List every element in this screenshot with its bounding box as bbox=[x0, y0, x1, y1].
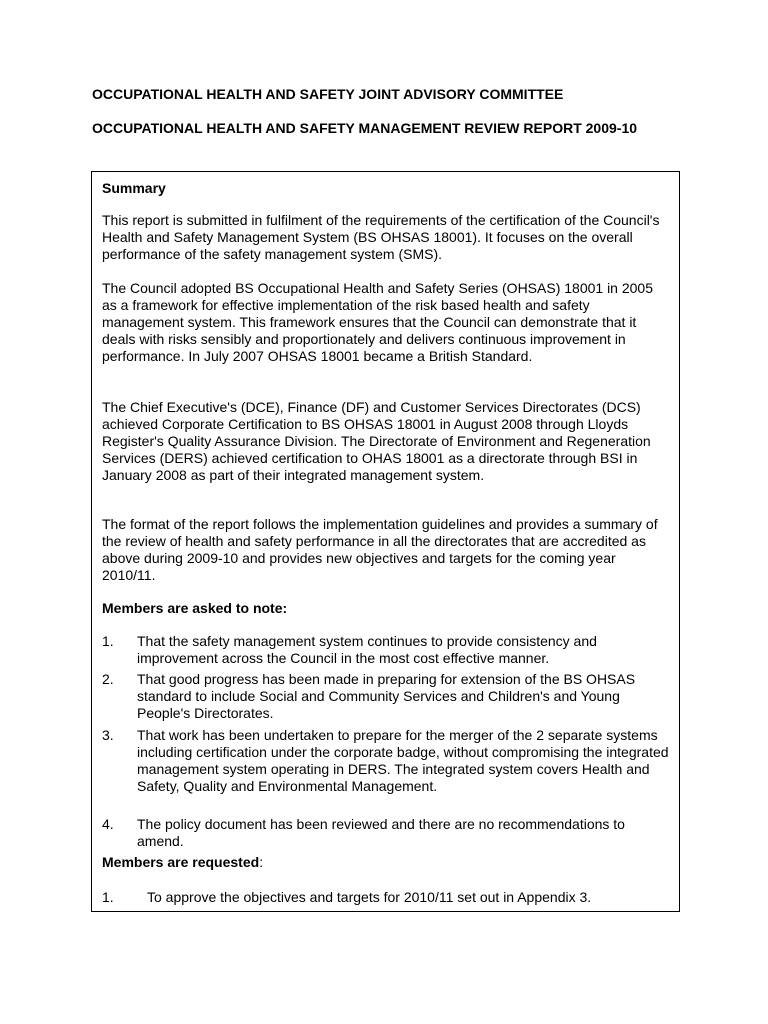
summary-paragraph-3: The Chief Executive's (DCE), Finance (DF) and Customer Services Directorates (DCS) achieved Corporate Certification to BS OHSAS 18001 in August 2008 through Lloyds Register's Quality Assurance Division. The Directorate of Environment and Regeneration Services (DERS) achieved certification to OHAS 18001 as a directorate through BSI in January 2008 as part of their integrated management system. bbox=[102, 399, 651, 483]
note-item-4-text: The policy document has been reviewed and there are no recommendations to amend. bbox=[137, 816, 625, 849]
note-item-2-number: 2. bbox=[102, 671, 114, 687]
note-item-2-text: That good progress has been made in preparing for extension of the BS OHSAS standard to include Social and Community Services and Children's and Young People's Directorates. bbox=[137, 671, 636, 721]
note-item-4-number: 4. bbox=[102, 816, 114, 832]
note-heading: Members are asked to note: bbox=[102, 600, 288, 616]
requested-colon: : bbox=[259, 854, 264, 870]
report-title: OCCUPATIONAL HEALTH AND SAFETY MANAGEMENT REVIEW REPORT 2009-10 bbox=[92, 120, 638, 136]
note-item-3-text: That work has been undertaken to prepare for the merger of the 2 separate systems including certification under the corporate badge, without compromising the integrated management system operating in DERS. The integrated system covers Health and Safety, Quality and Environmental Management. bbox=[137, 727, 669, 794]
requested-heading-line bbox=[102, 854, 670, 871]
summary-paragraph-4: The format of the report follows the implementation guidelines and provides a summary of the review of health and safety performance in all the directorates that are accredited as above during 2009-10 and provides new objectives and targets for the coming year 2010/11. bbox=[102, 516, 658, 583]
summary-paragraph-2: The Council adopted BS Occupational Health and Safety Series (OHSAS) 18001 in 2005 as a framework for effective implementation of the risk based health and safety management system. This framework ensures that the Council can demonstrate that it deals with risks sensibly and proportionately and delivers continuous improvement in performance. In July 2007 OHSAS 18001 became a British Standard. bbox=[102, 280, 653, 364]
summary-title: Summary bbox=[102, 180, 166, 196]
committee-heading: OCCUPATIONAL HEALTH AND SAFETY JOINT ADVISORY COMMITTEE bbox=[92, 86, 564, 102]
requested-item-1-number: 1. bbox=[102, 889, 114, 905]
summary-paragraph-1: This report is submitted in fulfilment of the requirements of the certification of the Council's Health and Safety Management System (BS OHSAS 18001). It focuses on the overall performance of the safety management system (SMS). bbox=[102, 212, 660, 262]
requested-item-1-text: To approve the objectives and targets for 2010/11 set out in Appendix 3. bbox=[147, 889, 592, 905]
summary-box bbox=[91, 171, 680, 912]
note-item-3-number: 3. bbox=[102, 727, 114, 743]
requested-heading: Members are requested bbox=[102, 854, 260, 870]
note-item-1-text: That the safety management system continues to provide consistency and improvement across the Council in the most cost effective manner. bbox=[137, 633, 597, 666]
note-item-1-number: 1. bbox=[102, 633, 114, 649]
